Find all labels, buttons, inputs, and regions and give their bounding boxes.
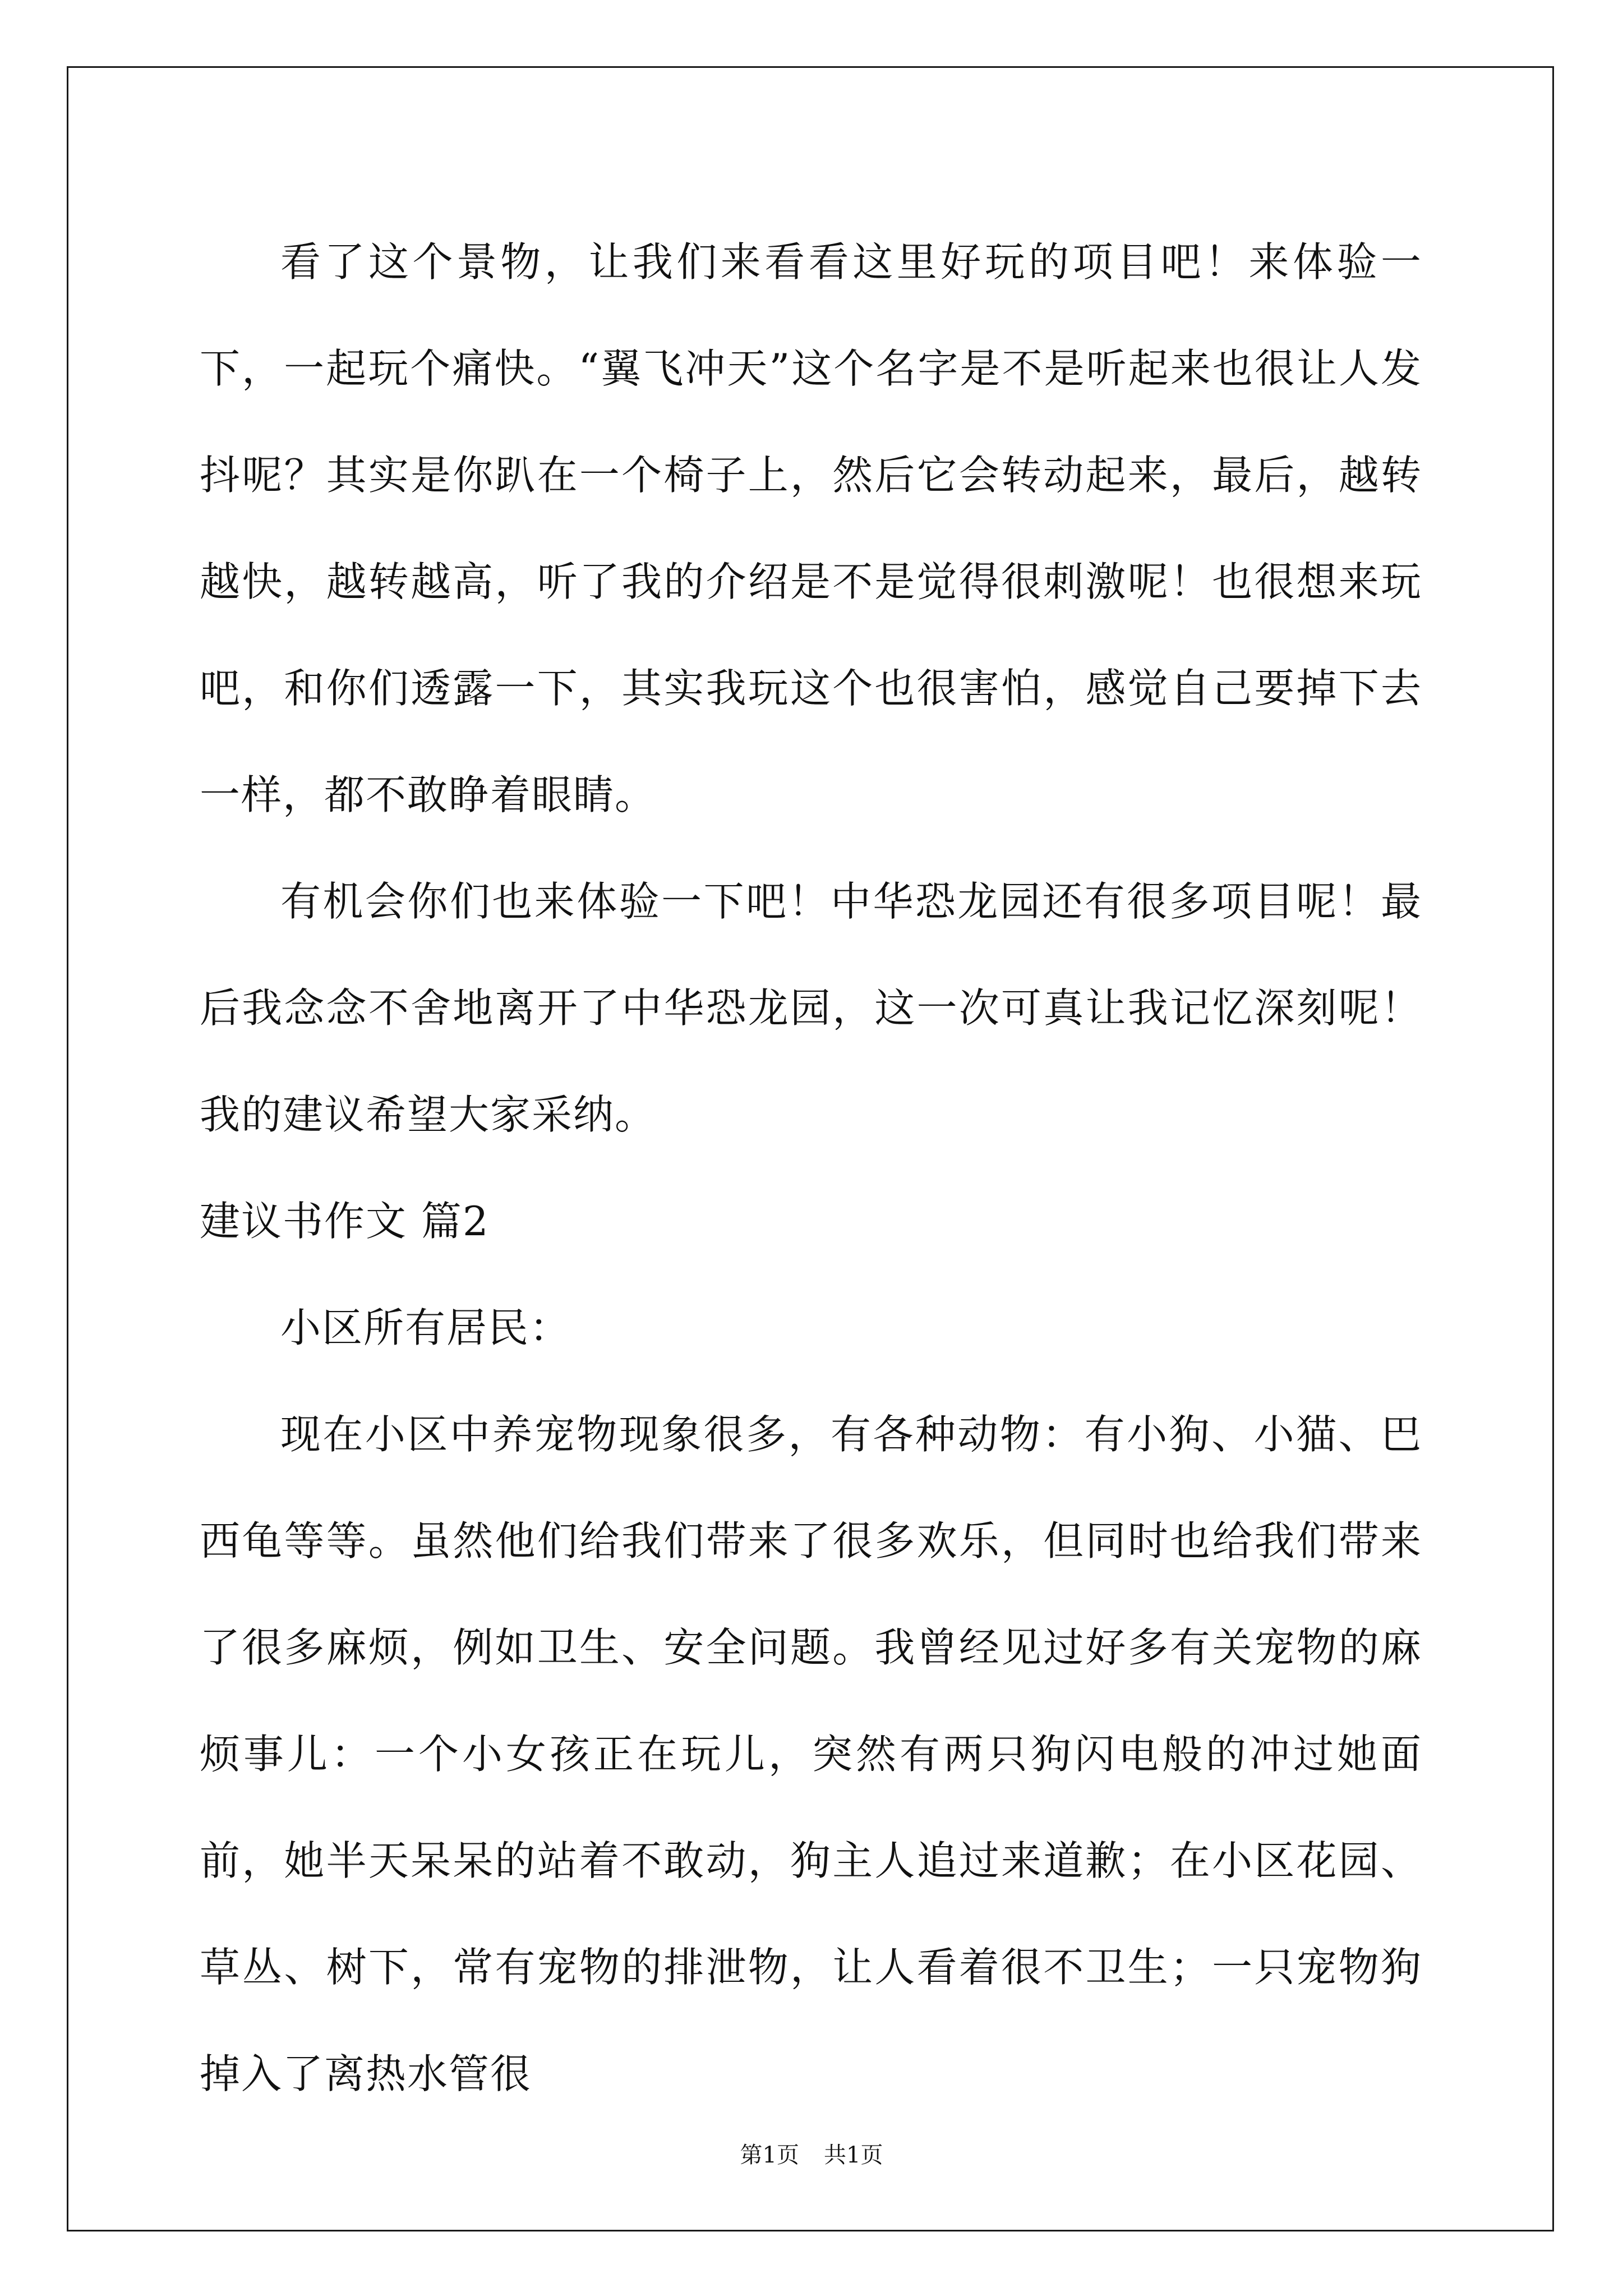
paragraph-2: 有机会你们也来体验一下吧！中华恐龙园还有很多项目呢！最后我念念不舍地离开了中华恐龙园，这一次可真让我记忆深刻呢！我的建议希望大家采纳。 [200, 878, 1422, 1138]
salutation: 小区所有居民： [280, 1304, 571, 1351]
section-heading: 建议书作文 篇2 [200, 1198, 490, 1245]
page-footer [0, 2138, 1623, 2172]
paragraph-1: 看了这个景物，让我们来看看这里好玩的项目吧！来体验一下，一起玩个痛快。“翼飞冲天”这个名字是不是听起来也很让人发抖呢？其实是你趴在一个椅子上，然后它会转动起来，最后，越转越快，越转越高，听了我的介绍是不是觉得很刺激呢！也很想来玩吧，和你们透露一下，其实我玩这个也很害怕，感觉自己要掉下去一样，都不敢睁着眼睛。 [200, 238, 1422, 818]
page-number: 第1页 [740, 2142, 799, 2168]
paragraph-3: 现在小区中养宠物现象很多，有各种动物：有小狗、小猫、巴西龟等等。虽然他们给我们带来了很多欢乐，但同时也给我们带来了很多麻烦，例如卫生、安全问题。我曾经见过好多有关宠物的麻烦事儿：一个小女孩正在玩儿，突然有两只狗闪电般的冲过她面前，她半天呆呆的站着不敢动，狗主人追过来道歉；在小区花园、草丛、树下，常有宠物的排泄物，让人看着很不卫生；一只宠物狗掉入了离热水管很 [200, 1411, 1422, 2097]
document-body [200, 209, 1422, 2127]
page-total: 共1页 [824, 2142, 883, 2168]
